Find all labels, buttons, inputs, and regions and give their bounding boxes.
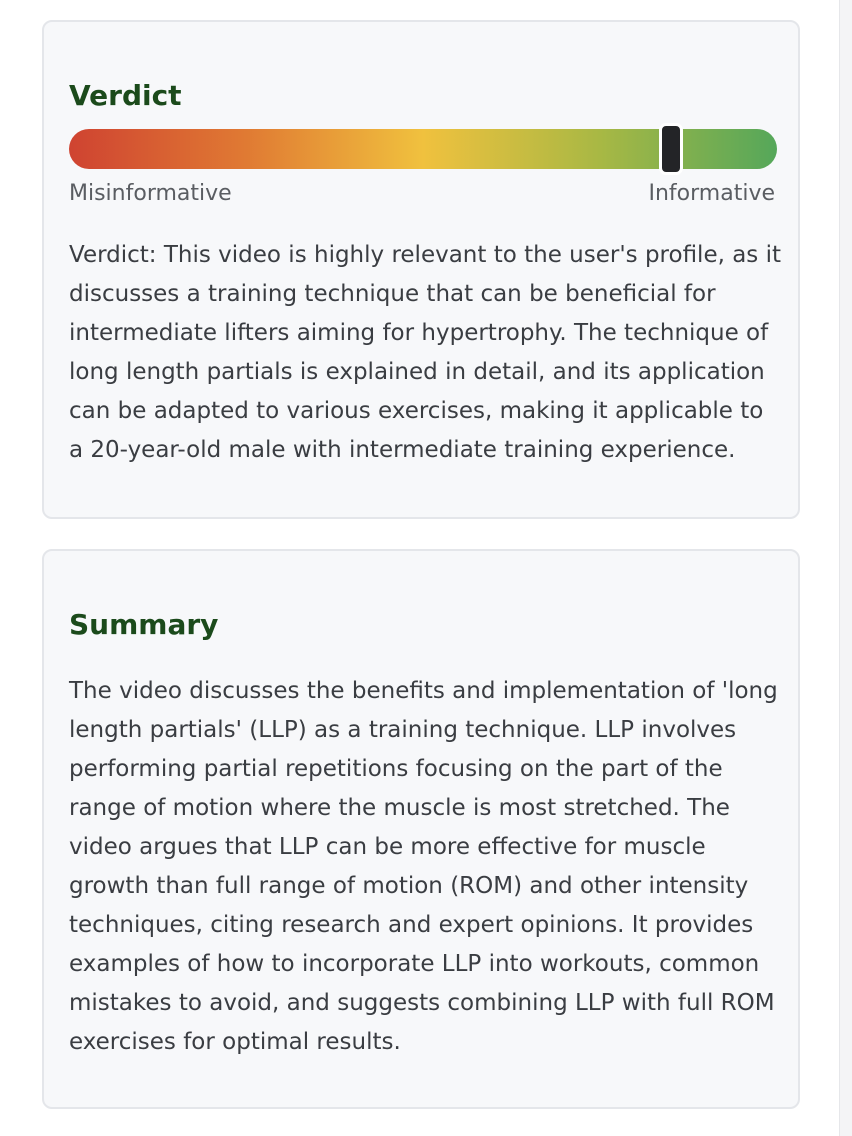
summary-card [42, 549, 800, 1109]
verdict-meter-handle [659, 123, 683, 175]
meter-label-informative: Informative [648, 181, 775, 206]
summary-text: The video discusses the benefits and implementation of 'long length partials' (LLP) as a training technique. LLP involves performing partial repetitions focusing on the part of the range of motion where the muscle is most stretched. The video argues that LLP can be more effective for muscle growth than full range of motion (ROM) and other intensity techniques, citing research and expert opinions. It provides examples of how to incorporate LLP into workouts, common mistakes to avoid, and suggests combining LLP with full ROM exercises for optimal results. [69, 678, 778, 1055]
verdict-text: Verdict: This video is highly relevant to the user's profile, as it discusses a training technique that can be beneficial for intermediate lifters aiming for hypertrophy. The technique of long length partials is explained in detail, and its application can be adapted to various exercises, making it applicable to a 20-year-old male with intermediate training experience. [69, 242, 782, 463]
scrollbar-track[interactable] [839, 0, 852, 1136]
verdict-meter [69, 129, 777, 169]
verdict-card [42, 20, 800, 519]
meter-label-misinformative: Misinformative [69, 181, 232, 206]
verdict-title: Verdict [69, 79, 182, 112]
summary-title: Summary [69, 608, 219, 641]
